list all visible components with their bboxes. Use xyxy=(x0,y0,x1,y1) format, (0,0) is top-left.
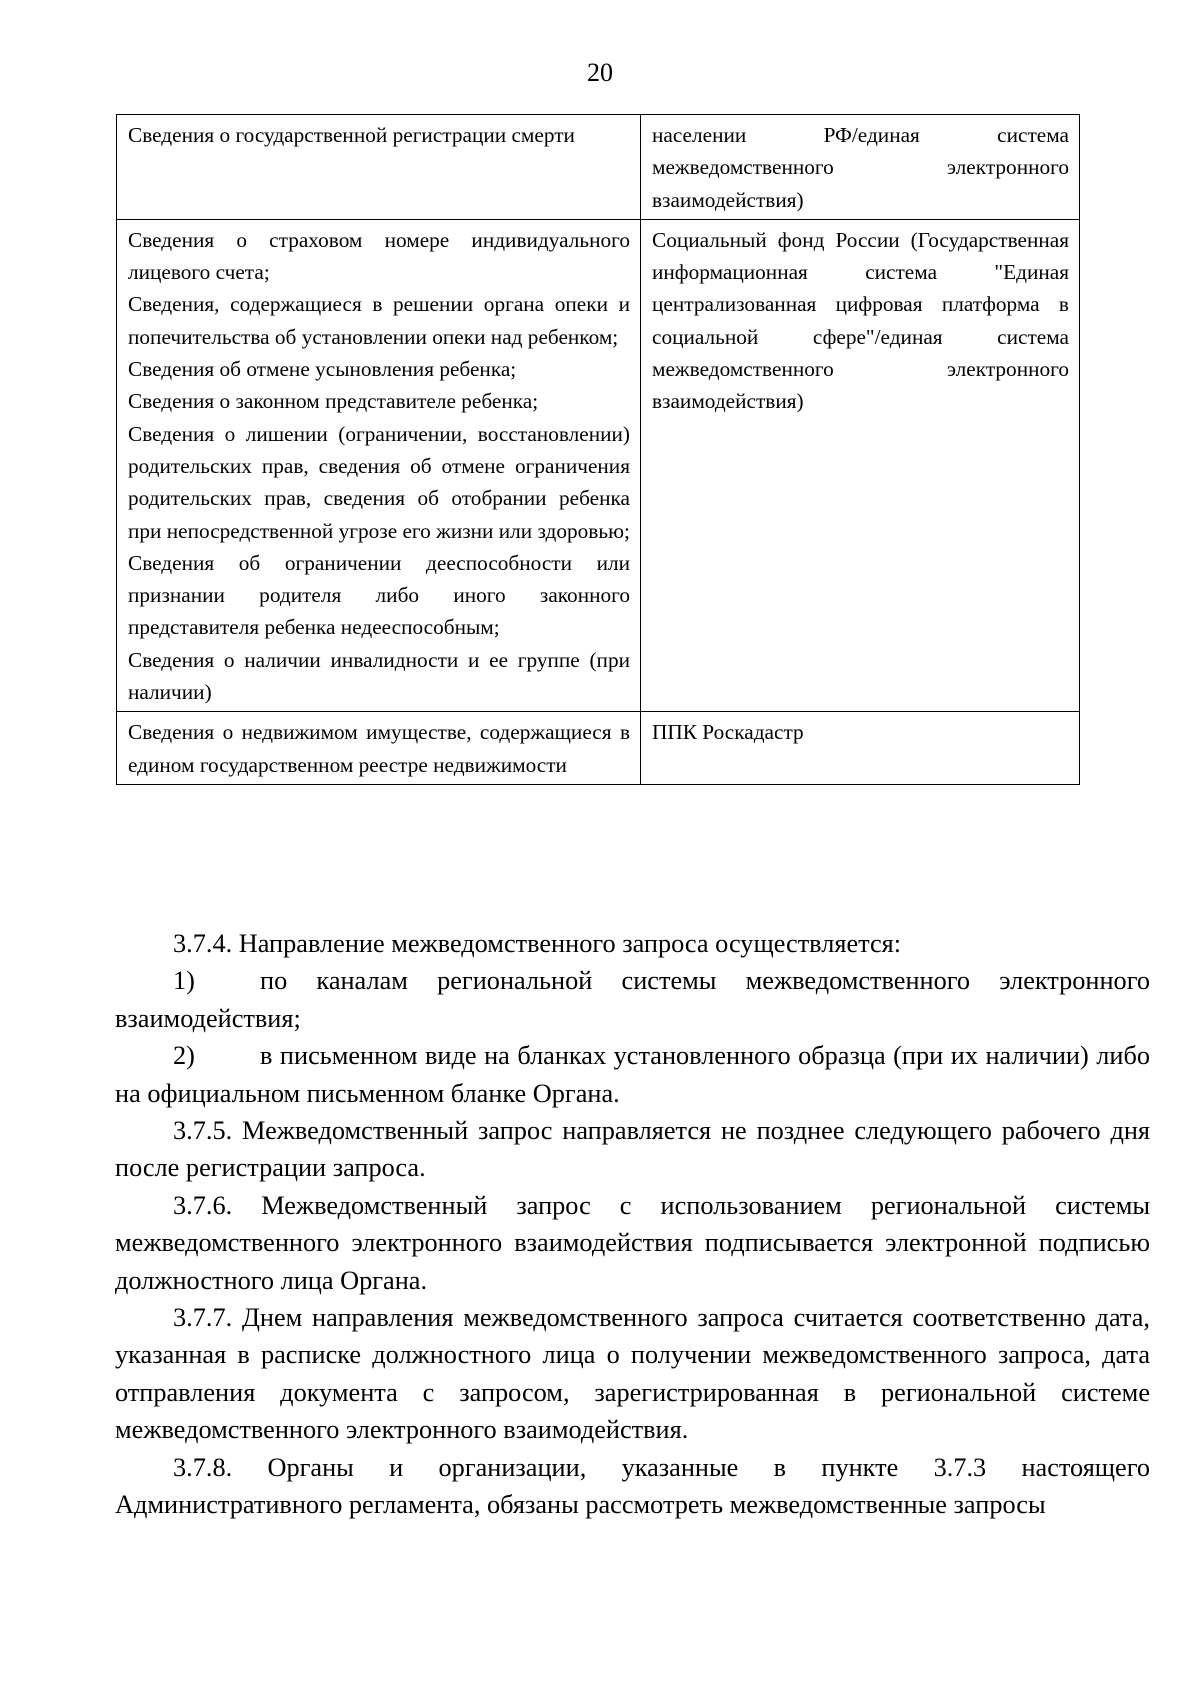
cell-text: Сведения о государственной регистрации смерти xyxy=(128,123,575,147)
list-number: 1) xyxy=(173,966,195,996)
paragraph-3-7-6: 3.7.6. Межведомственный запрос с использованием региональной системы межведомственного электронного взаимодействия подписывается электронной подписью должностного лица Органа. xyxy=(115,1190,1150,1295)
cell-text: Сведения о лишении (ограничении, восстановлении) родительских прав, сведения об отмене ограничения родительских прав, сведения об отобрании ребенка при непосредственной угрозе его жизни или здоровью; xyxy=(128,421,630,543)
cell-text: Сведения о недвижимом имуществе, содержащиеся в едином государственном реестре недвижимости xyxy=(128,720,630,777)
table-cell-right xyxy=(641,219,1080,711)
table-row xyxy=(117,219,1080,711)
cell-text: ППК Роскадастр xyxy=(652,720,804,745)
cell-text: Сведения о страховом номере индивидуального лицевого счета; xyxy=(128,227,630,285)
cell-text: Сведения об отмене усыновления ребенка; xyxy=(128,357,517,382)
paragraph-3-7-8: 3.7.8. Органы и организации, указанные в пункте 3.7.3 настоящего Административного регламента, обязаны рассмотреть межведомственные запросы xyxy=(115,1452,1150,1520)
cell-text: Сведения о законном представителе ребенка; xyxy=(128,389,539,414)
list-item-text: в письменном виде на бланках установленного образца (при их наличии) либо на официальном письменном бланке Органа. xyxy=(115,1041,1150,1108)
list-item-text: по каналам региональной системы межведомственного электронного взаимодействия; xyxy=(115,966,1150,1033)
cell-text: Социальный фонд России (Государственная информационная система "Единая централизованная цифровая платформа в социальной сфере"/единая система межведомственного электронного взаимодействия) xyxy=(652,227,1069,414)
page-number: 20 xyxy=(587,58,613,87)
table-row xyxy=(117,712,1080,785)
paragraph-3-7-5: 3.7.5. Межведомственный запрос направляется не позднее следующего рабочего дня после регистрации запроса. xyxy=(115,1116,1150,1183)
paragraph-3-7-7: 3.7.7. Днем направления межведомственного запроса считается соответственно дата, указанная в расписке должностного лица о получении межведомственного запроса, дата отправления документа с запросом, зарегистрированная в региональной системе межведомственного электронного взаимодействия. xyxy=(115,1303,1150,1445)
table-cell-left xyxy=(117,219,641,711)
list-item-1 xyxy=(115,962,1150,1037)
document-body xyxy=(115,925,1150,1524)
table-row xyxy=(117,115,1080,220)
cell-text: Сведения о наличии инвалидности и ее группе (при наличии) xyxy=(128,647,630,705)
table-cell-right xyxy=(641,712,1080,785)
list-number: 2) xyxy=(173,1041,195,1071)
data-sources-table xyxy=(116,114,1080,785)
cell-text: Сведения, содержащиеся в решении органа опеки и попечительства об установлении опеки над ребенком; xyxy=(128,292,630,349)
table-cell-right xyxy=(641,115,1080,220)
paragraph-3-7-4: 3.7.4. Направление межведомственного запроса осуществляется: xyxy=(173,929,902,958)
cell-text: населении РФ/единая система межведомственного электронного взаимодействия) xyxy=(652,123,1069,212)
table-cell-left xyxy=(117,712,641,785)
cell-text: Сведения об ограничении дееспособности или признании родителя либо иного законного представителя ребенка недееспособным; xyxy=(128,550,630,640)
list-item-2 xyxy=(115,1037,1150,1112)
table-cell-left xyxy=(117,115,641,220)
